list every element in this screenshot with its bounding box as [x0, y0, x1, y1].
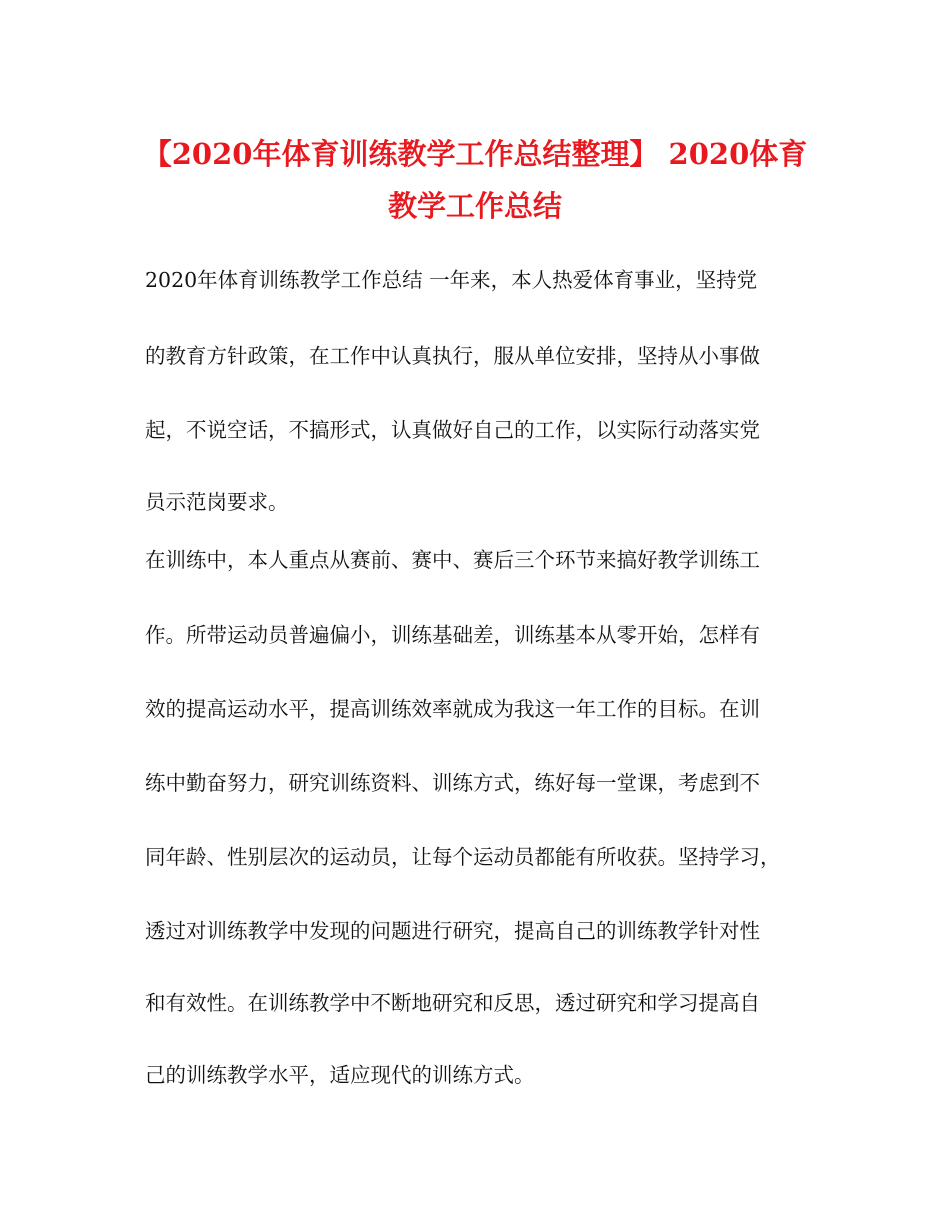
paragraph-2-line-6: 透过对训练教学中发现的问题进行研究，提高自己的训练教学针对性	[145, 919, 760, 943]
paragraph-2-line-2: 作。所带运动员普遍偏小，训练基础差，训练基本从零开始，怎样有	[145, 623, 760, 647]
paragraph-1-line-2: 的教育方针政策，在工作中认真执行，服从单位安排，坚持从小事做	[145, 344, 760, 368]
paragraph-2-line-4: 练中勤奋努力，研究训练资料、训练方式，练好每一堂课，考虑到不	[145, 771, 760, 795]
paragraph-2-line-8: 己的训练教学水平，适应现代的训练方式。	[145, 1063, 535, 1087]
paragraph-1	[145, 265, 805, 514]
paragraph-2-line-1: 在训练中，本人重点从赛前、赛中、赛后三个环节来搞好教学训练工	[145, 548, 760, 572]
paragraph-2	[145, 545, 805, 1085]
paragraph-2-line-3: 效的提高运动水平，提高训练效率就成为我这一年工作的目标。在训	[145, 697, 760, 721]
document-title: 【2020年体育训练教学工作总结整理】 2020体育教学工作总结	[142, 137, 808, 223]
paragraph-1-line-1: 2020年体育训练教学工作总结 一年来，本人热爱体育事业，坚持党	[145, 268, 758, 292]
paragraph-2-line-5: 同年龄、性别层次的运动员，让每个运动员都能有所收获。坚持学习，	[145, 845, 781, 869]
paragraph-1-line-4: 员示范岗要求。	[145, 490, 289, 514]
paragraph-1-line-3: 起，不说空话，不搞形式，认真做好自己的工作，以实际行动落实党	[145, 418, 760, 442]
paragraph-2-line-7: 和有效性。在训练教学中不断地研究和反思，透过研究和学习提高自	[145, 991, 760, 1015]
